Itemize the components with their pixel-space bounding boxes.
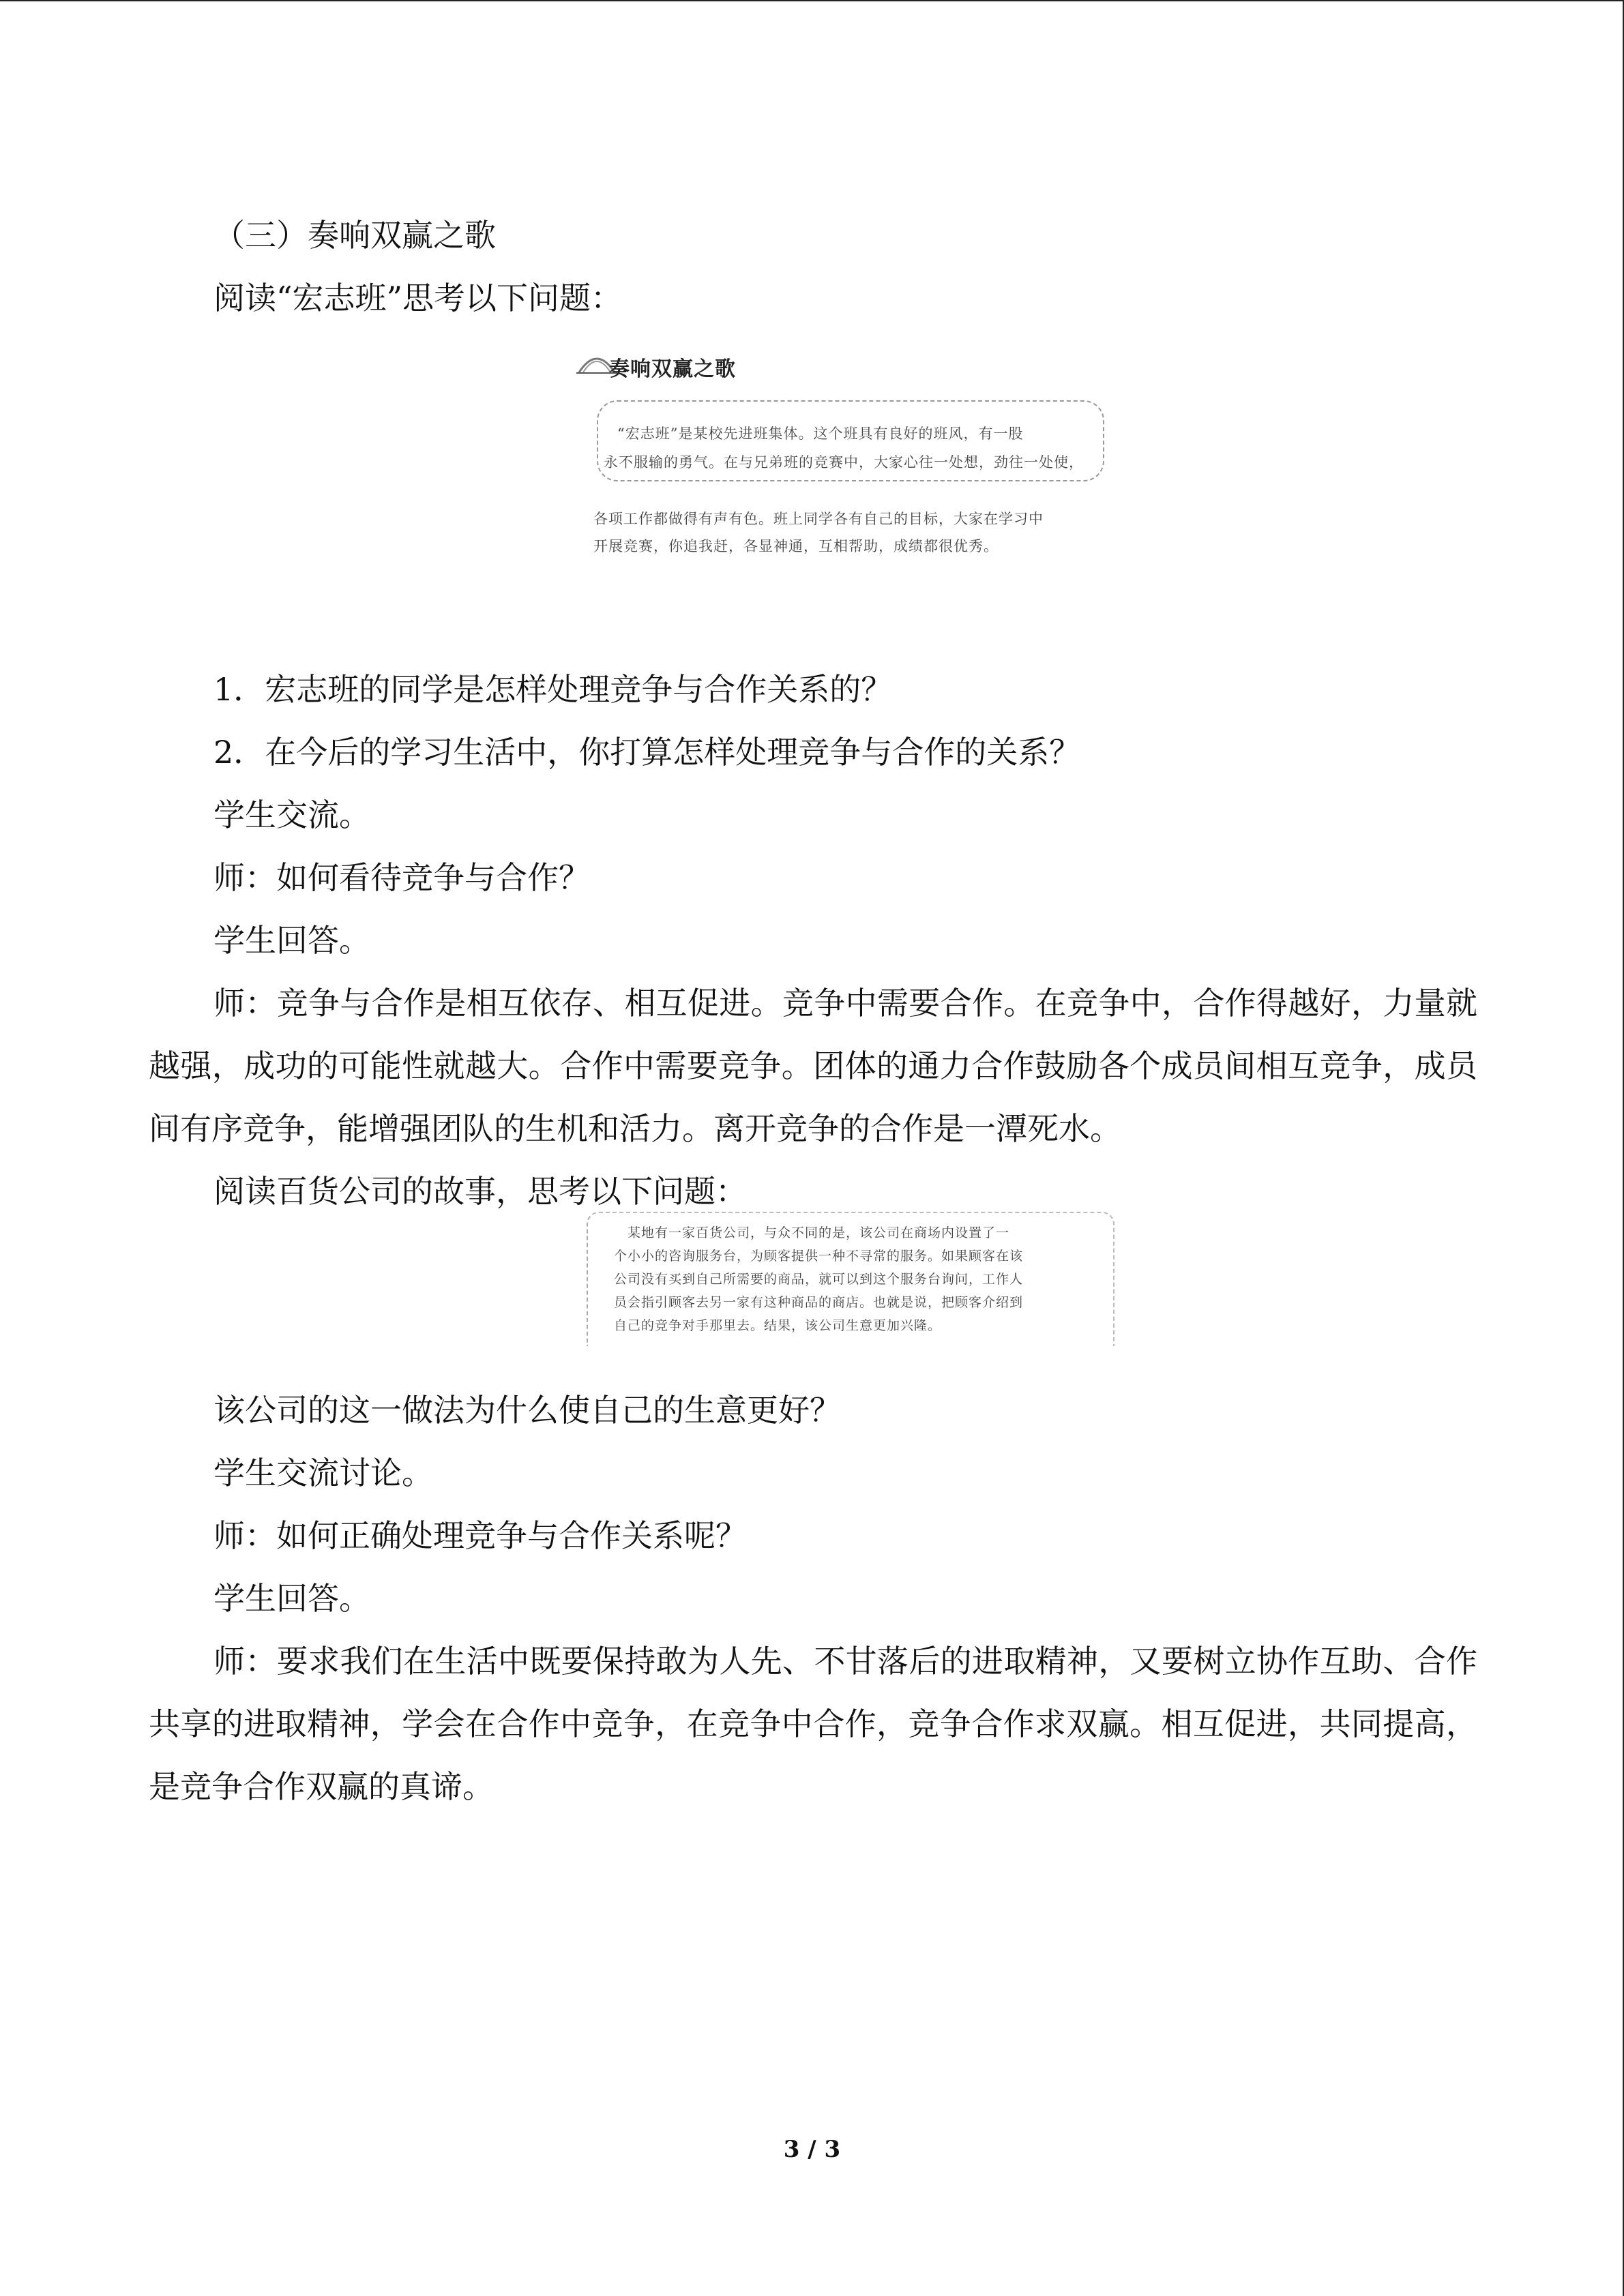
figure1-title: 奏响双赢之歌 [609, 357, 736, 381]
figure2-line: 公司没有买到自己所需要的商品，就可以到这个服务台询问，工作人 [614, 1272, 1024, 1287]
section-heading: （三）奏响双赢之歌 [213, 217, 496, 254]
figure1-line: 各项工作都做得有声有色。班上同学各有自己的目标，大家在学习中 [593, 511, 1044, 527]
intro-paragraph: 阅读“宏志班”思考以下问题： [213, 280, 623, 316]
figure2-line: 个小小的咨询服务台，为顾客提供一种不寻常的服务。如果顾客在该 [614, 1249, 1024, 1264]
text-block-middle [149, 658, 1477, 1223]
paragraph: 学生交流讨论。 [213, 1455, 433, 1491]
figure1-line: 永不服输的勇气。在与兄弟班的竞赛中，大家心往一处想，劲往一处使， [604, 454, 1084, 471]
question-1: 1．宏志班的同学是怎样处理竞争与合作关系的？ [213, 671, 893, 708]
paragraph: 阅读百货公司的故事，思考以下问题： [213, 1173, 747, 1210]
paragraph: 师：竞争与合作是相互依存、相互促进。竞争中需要合作。在竞争中，合作得越好，力量就越强，成功的可能性就越大。合作中需要竞争。团体的通力合作鼓励各个成员间相互竞争，成员间有序竞争，能增强团队的生机和活力。离开竞争的合作是一潭死水。 [149, 985, 1477, 1147]
text-block-bottom [149, 1379, 1477, 1818]
paragraph: 学生回答。 [213, 1580, 370, 1617]
paragraph: 师：要求我们在生活中既要保持敢为人先、不甘落后的进取精神，又要树立协作互助、合作共享的进取精神，学会在合作中竞争，在竞争中合作，竞争合作求双赢。相互促进，共同提高，是竞争合作双赢的真谛。 [149, 1643, 1477, 1805]
figure2-line: 自己的竞争对手那里去。结果，该公司生意更加兴隆。 [614, 1318, 942, 1333]
paragraph: 学生回答。 [213, 922, 370, 959]
figure1-line: “宏志班”是某校先进班集体。这个班具有良好的班风，有一股 [617, 426, 1024, 442]
figure-hongzhi-class [576, 342, 1115, 571]
paragraph: 学生交流。 [213, 796, 370, 833]
figure1-line: 开展竞赛，你追我赶，各显神通，互相帮助，成绩都很优秀。 [593, 538, 999, 554]
paragraph: 师：如何正确处理竞争与合作关系呢？ [213, 1517, 747, 1554]
paragraph: 该公司的这一做法为什么使自己的生意更好？ [213, 1392, 841, 1429]
page-number: 3 / 3 [783, 2136, 841, 2163]
paragraph: 师：如何看待竞争与合作？ [213, 859, 590, 896]
text-block-top [149, 204, 1477, 329]
figure-department-store [587, 1212, 1112, 1352]
figure2-line: 员会指引顾客去另一家有这种商品的商店。也就是说，把顾客介绍到 [614, 1295, 1024, 1310]
question-2: 2．在今后的学习生活中，你打算怎样处理竞争与合作的关系？ [213, 734, 1081, 771]
figure2-line: 某地有一家百货公司，与众不同的是，该公司在商场内设置了一 [628, 1225, 1010, 1240]
